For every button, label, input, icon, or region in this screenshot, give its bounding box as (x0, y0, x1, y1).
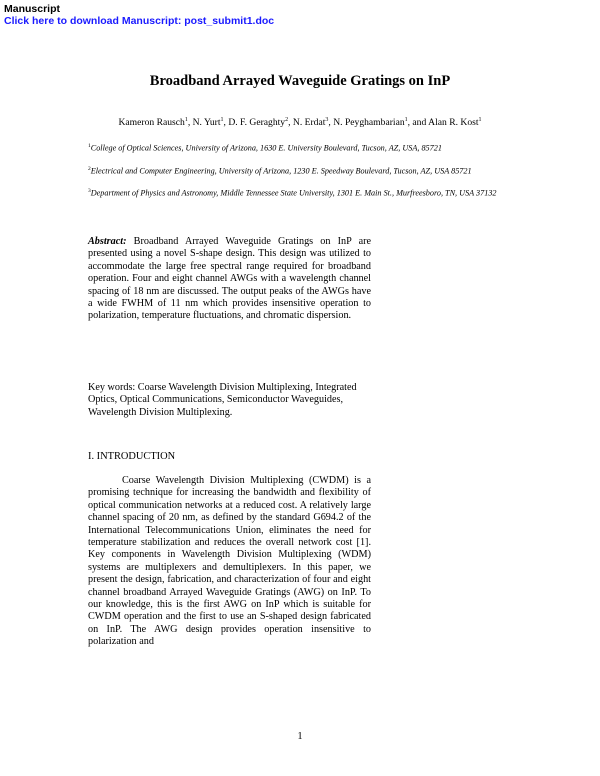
author-list: Kameron Rausch$^1$, N. Yurt$^1$, D. F. Geraghty$^2$, N. Erdat$^3$, N. Peyghambarian$^1$, and Alan R. Kost$^1$ (118, 117, 482, 129)
author-name: D. F. Geraghty (228, 117, 286, 129)
download-manuscript-link[interactable]: Click here to download Manuscript: post_submit1.doc (4, 15, 275, 27)
abstract-text: Broadband Arrayed Waveguide Gratings on InP are presented using a novel S-shape design. This design was utilized to accommodate the large free spectral range required for broadband operation. Four and eight channel AWGs with a wavelength channel spacing of 18 nm are discussed. The output peaks of the AWGs have a wide FWHM of 11 nm which provides insensitive operation to polarization, temperature fluctuations, and chromatic dispersion. (88, 236, 371, 322)
affiliation-mark: 1 (88, 143, 91, 149)
author-name: N. Yurt (192, 117, 221, 129)
affiliation-mark: 3 (88, 188, 91, 194)
author-name: and Alan R. Kost (412, 117, 479, 129)
affiliation-mark: 2 (88, 166, 91, 172)
affiliation-1 (88, 141, 508, 154)
author-affiliation-mark: 3 (325, 117, 329, 123)
paper-title: Broadband Arrayed Waveguide Gratings on InP (149, 73, 451, 89)
section-heading-introduction: I. INTRODUCTION (88, 451, 176, 462)
affiliation-text: College of Optical Sciences, University of Arizona, 1630 E. University Boulevard, Tucson, AZ, USA, 85721 (90, 143, 442, 153)
author-name: N. Peyghambarian (333, 117, 405, 129)
author-affiliation-mark: 2 (285, 117, 289, 123)
author-name: N. Erdat (292, 117, 326, 129)
abstract (88, 236, 371, 323)
keywords: Key words: Coarse Wavelength Division Multiplexing, Integrated Optics, Optical Communications, Semiconductor Waveguides, Wavelength Division Multiplexing. (88, 382, 357, 418)
abstract-label: Abstract: (88, 236, 127, 247)
introduction-paragraph: Coarse Wavelength Division Multiplexing (CWDM) is a promising technique for increasing the bandwidth and flexibility of optical communication networks at a reduced cost. A relatively large channel spacing of 20 nm, as defined by the standard G694.2 of the International Telecommunications Union, eliminates the need for temperature stabilization and reduces the overall network cost [1]. Key components in Wavelength Division Multiplexing (WDM) systems are multiplexers and demultiplexers. In this paper, we present the design, fabrication, and characterization of four and eight channel broadband Arrayed Waveguide Gratings (AWG) on InP. To our knowledge, this is the first AWG on InP which is suitable for CWDM operation and the first to use an S-shaped design fabricated on InP. The AWG design provides operation insensitive to polarization and (88, 475, 371, 648)
affiliation-3 (88, 186, 508, 199)
author-affiliation-mark: 1 (404, 117, 408, 123)
manuscript-label: Manuscript (4, 3, 61, 15)
author-affiliation-mark: 1 (478, 117, 482, 123)
affiliation-text: Department of Physics and Astronomy, Middle Tennessee State University, 1301 E. Main St., Murfreesboro, TN, USA 37132 (90, 188, 497, 198)
page-number: 1 (297, 731, 303, 742)
affiliation-2 (88, 164, 508, 177)
author-affiliation-mark: 1 (184, 117, 188, 123)
affiliation-text: Electrical and Computer Engineering, University of Arizona, 1230 E. Speedway Boulevard, Tucson, AZ, USA 85721 (90, 166, 472, 176)
author-affiliation-mark: 1 (220, 117, 224, 123)
author-name: Kameron Rausch (118, 117, 185, 129)
